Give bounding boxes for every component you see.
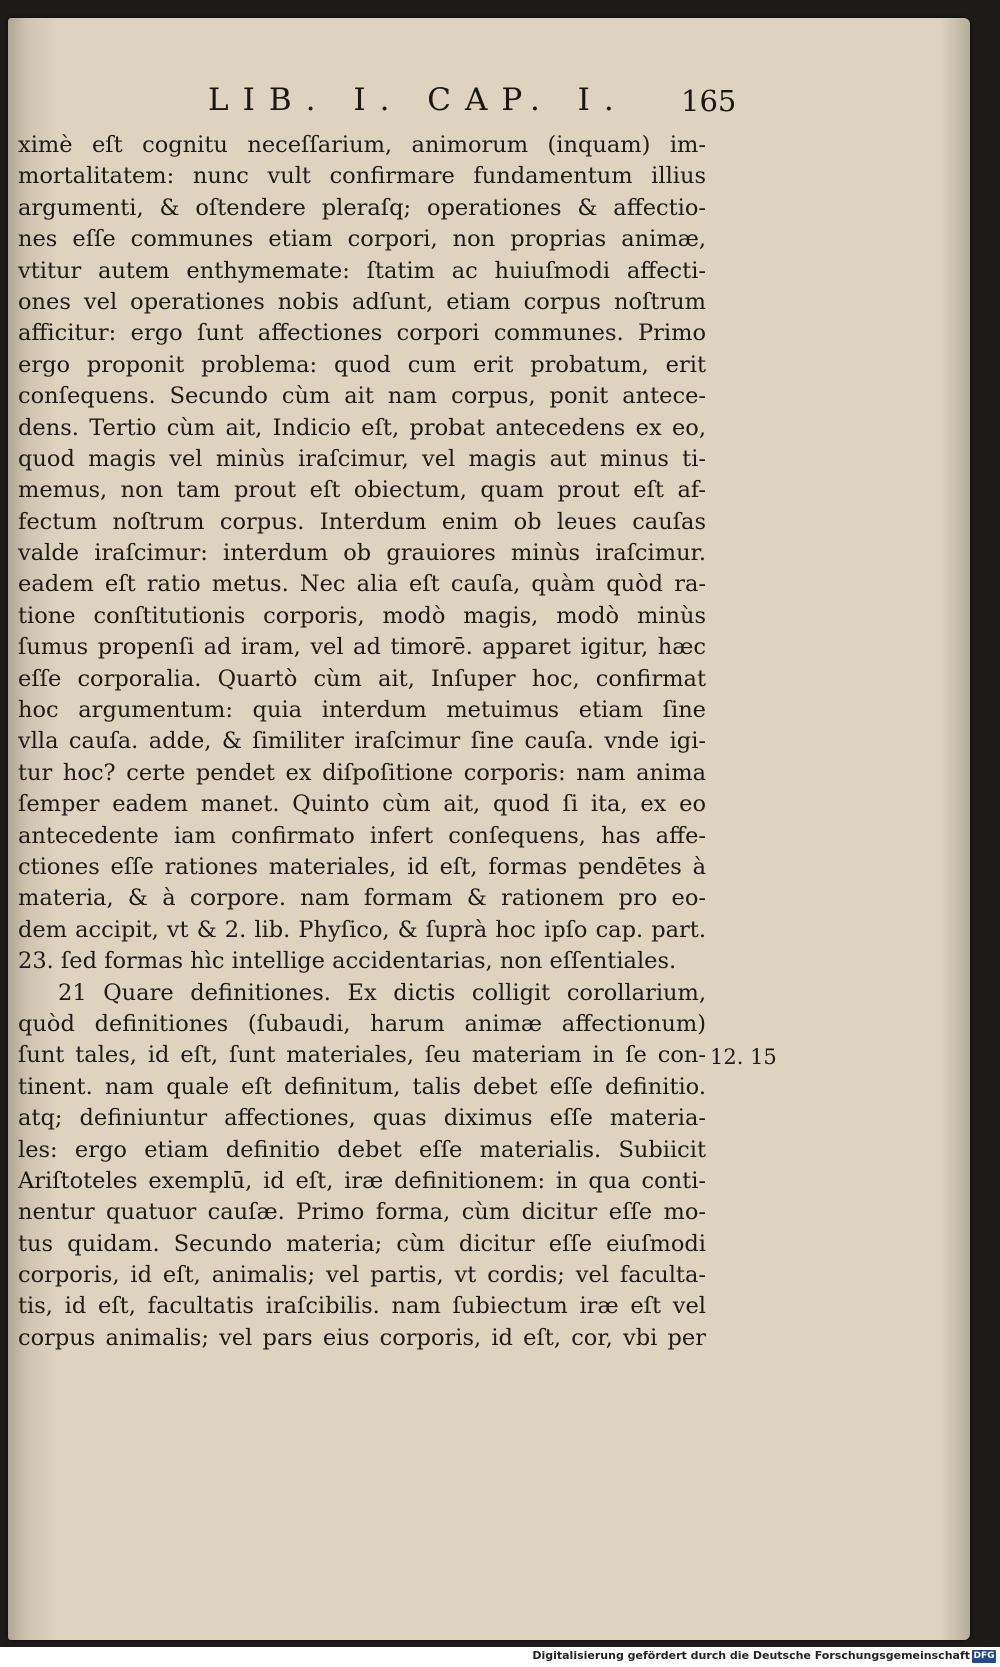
text-line: conſequens. Secundo cùm ait nam corpus, ponit antece- <box>18 383 706 410</box>
text-line: eſſe corporalia. Quartò cùm ait, Inſuper hoc, confirmat <box>18 665 706 692</box>
text-line: memus, non tam prout eſt obiectum, quam prout eſt af- <box>18 477 706 504</box>
text-line: ſumus propenſi ad iram, vel ad timorē. apparet igitur, hæc <box>18 634 706 661</box>
text-line: tis, id eſt, facultatis iraſcibilis. nam ſubiectum iræ eſt vel <box>18 1293 706 1320</box>
text-line: ſunt tales, id eſt, ſunt materiales, ſeu materiam in ſe con- <box>18 1042 706 1069</box>
text-line: eadem eſt ratio metus. Nec alia eſt cauſa, quàm quòd ra- <box>18 571 706 598</box>
text-line: ergo proponit problema: quod cum erit probatum, erit <box>18 351 706 378</box>
text-line: les: ergo etiam definitio debet eſſe materialis. Subiicit <box>18 1136 706 1163</box>
text-line: valde iraſcimur: interdum ob grauiores minùs iraſcimur. <box>18 540 706 567</box>
text-line: fectum noſtrum corpus. Interdum enim ob leues cauſas <box>18 508 706 535</box>
text-line: antecedente iam confirmato infert conſequens, has affe- <box>18 822 706 849</box>
text-line: tus quidam. Secundo materia; cùm dicitur eſſe eiuſmodi <box>18 1230 706 1257</box>
text-line: corporis, id eſt, animalis; vel partis, vt cordis; vel faculta- <box>18 1262 706 1289</box>
text-line: ximè eſt cognitu neceſſarium, animorum (inquam) im- <box>18 132 706 158</box>
text-line: corpus animalis; vel pars eius corporis, id eſt, cor, vbi per <box>18 1324 706 1351</box>
text-line: tur hoc? certe pendet ex diſpoſitione corporis: nam anima <box>18 759 706 786</box>
text-line: Ariſtoteles exemplū, id eſt, iræ definitionem: in qua conti- <box>18 1167 706 1194</box>
text-line: quod magis vel minùs iraſcimur, vel magis aut minus ti- <box>18 445 706 472</box>
text-line: ones vel operationes nobis adſunt, etiam corpus noſtrum <box>18 288 706 315</box>
text-line: vlla cauſa. adde, & ſimiliter iraſcimur ſine cauſa. vnde igi- <box>18 728 706 755</box>
dfg-logo-icon: DFG <box>973 1651 995 1661</box>
text-line: afficitur: ergo ſunt affectiones corpori communes. Primo <box>18 320 706 347</box>
text-line: ctiones eſſe rationes materiales, id eſt, formas pendētes à <box>18 853 706 880</box>
text-line: tione conſtitutionis corporis, modò magis, modò minùs <box>18 602 706 629</box>
funding-credit: Digitalisierung gefördert durch die Deutsche Forschungsgemeinschaft <box>532 1649 970 1662</box>
text-line: materia, & à corpore. nam formam & rationem pro eo- <box>18 885 706 912</box>
text-line: dem accipit, vt & 2. lib. Phyſico, & ſuprà hoc ipſo cap. part. <box>18 916 706 943</box>
page-header <box>8 18 970 118</box>
text-line: quòd definitiones (ſubaudi, harum animæ affectionum) <box>18 1010 706 1037</box>
running-head: LIB. I. CAP. I. <box>208 82 628 118</box>
text-line: nes eſſe communes etiam corpori, non proprias animæ, <box>18 226 706 253</box>
page-number: 165 <box>681 84 737 118</box>
text-line: argumenti, & oſtendere pleraſq; operationes & affectio- <box>18 194 706 221</box>
text-line: mortalitatem: nunc vult confirmare fundamentum illius <box>18 163 706 190</box>
text-line: hoc argumentum: quia interdum metuimus etiam ſine <box>18 697 706 724</box>
text-line: vtitur autem enthymemate: ſtatim ac huiuſmodi affecti- <box>18 257 706 284</box>
text-line: ſemper eadem manet. Quinto cùm ait, quod ſi ita, ex eo <box>18 791 706 818</box>
text-line: 21 Quare definitiones. Ex dictis colligit corollarium, <box>58 979 706 1006</box>
margin-note: 12. 15 <box>710 1045 777 1069</box>
footer-bar <box>0 1647 1000 1667</box>
text-line: dens. Tertio cùm ait, Indicio eſt, probat antecedens ex eo, <box>18 414 706 441</box>
text-line: 23. ſed formas hìc intellige accidentarias, non eſſentiales. <box>18 948 677 975</box>
text-line: nentur quatuor cauſæ. Primo forma, cùm dicitur eſſe mo- <box>18 1199 706 1226</box>
text-line: atq; definiuntur affectiones, quas diximus eſſe materia- <box>18 1105 706 1132</box>
book-page <box>8 18 970 1640</box>
body-text <box>18 130 706 1354</box>
text-line: tinent. nam quale eſt definitum, talis debet eſſe definitio. <box>18 1073 706 1100</box>
